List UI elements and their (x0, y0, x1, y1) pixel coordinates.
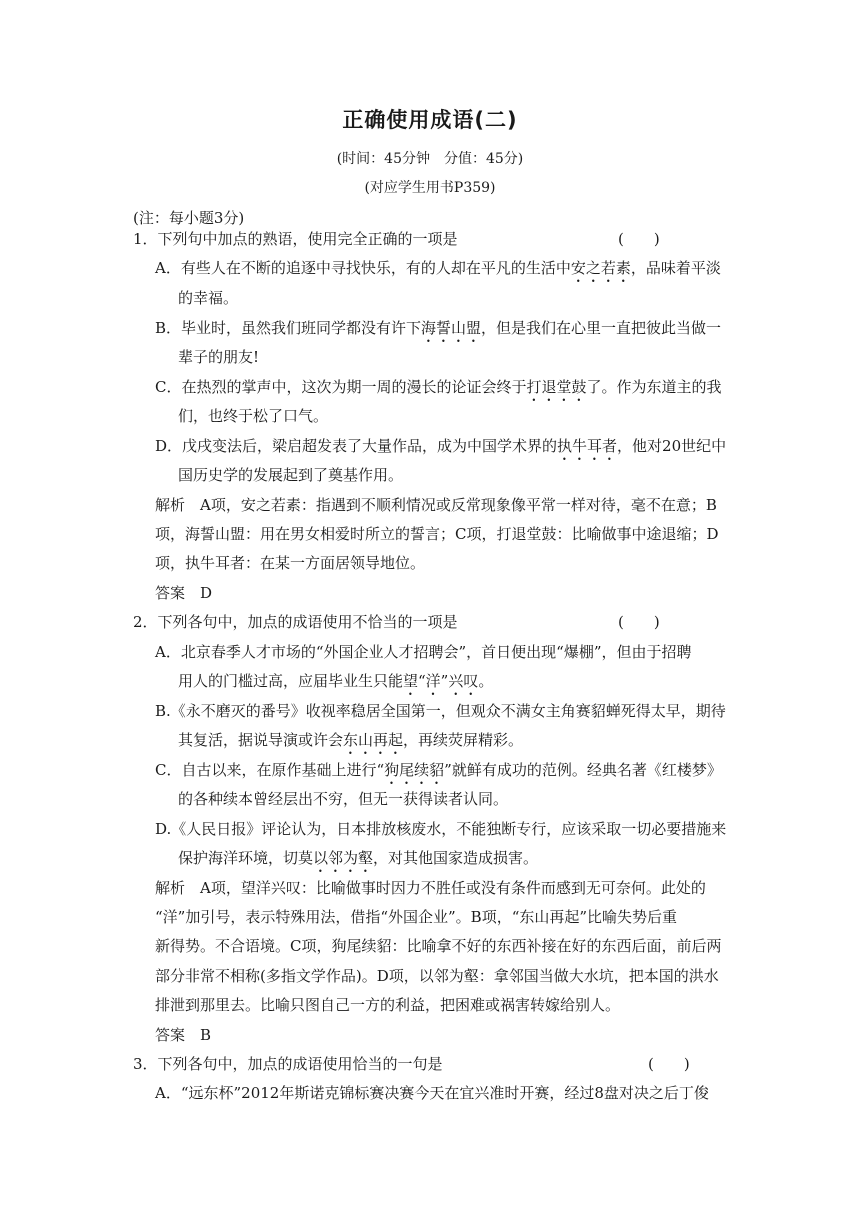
q2-option-c-text-end: ”就鲜有成功的范例。经典名著《红楼梦》 (444, 761, 722, 779)
q2-option-a-text: 用人的门槛过高，应届毕业生只能 (178, 672, 404, 690)
q2-option-b-idiom: 东山再起 (343, 731, 404, 749)
q2-option-c-continued: 的各种续本曾经层出不穷，但无一获得读者认同。 (178, 790, 509, 808)
q2-answer: 答案 B (155, 1026, 212, 1044)
q2-analysis-line-3: 新得势。不合语境。C项，狗尾续貂：比喻拿不好的东西补接在好的东西后面，前后两 (155, 937, 722, 955)
q1-option-a-text: A．有些人在不断的追逐中寻找快乐，有的人却在平凡的生活中 (155, 259, 571, 277)
q1-option-b (155, 318, 721, 346)
q2-analysis-line-1: 解析 A项，望洋兴叹：比喻做事时因力不胜任或没有条件而感到无可奈何。此处的 (155, 879, 706, 897)
score-note: (注：每小题3分) (133, 209, 245, 227)
q2-option-a-idiom: 望“洋”兴叹 (403, 672, 479, 690)
q1-option-d-idiom: 执牛耳者 (557, 437, 618, 455)
q1-option-c-idiom: 打退堂鼓 (526, 378, 587, 396)
q2-option-a: A．北京春季人才市场的“外国企业人才招聘会”，首日便出现“爆棚”，但由于招聘 (155, 643, 692, 661)
question-3-stem: 3．下列各句中，加点的成语使用恰当的一句是 (133, 1055, 443, 1073)
q1-analysis-line-2: 项，海誓山盟：用在男女相爱时所立的誓言；C项，打退堂鼓：比喻做事中途退缩；D (155, 525, 719, 543)
q2-option-a-continued (178, 671, 493, 699)
q1-option-c-text-end: 了。作为东道主的我 (586, 378, 722, 396)
q2-option-b-continued (178, 730, 523, 758)
q2-option-b-text-end: ，再续荧屏精彩。 (403, 731, 524, 749)
q1-answer: 答案 D (155, 584, 213, 602)
q2-option-d: D.《人民日报》评论认为，日本排放核废水，不能独断专行，应该采取一切必要措施来 (155, 820, 727, 838)
q2-analysis-line-4: 部分非常不相称(多指文学作品)。D项，以邻为壑：拿邻国当做大水坑，把本国的洪水 (155, 967, 719, 985)
q2-option-d-idiom: 以邻为壑 (313, 849, 374, 867)
q2-option-d-continued (178, 848, 538, 876)
q1-option-a (155, 258, 721, 286)
q1-option-d (155, 436, 726, 464)
question-3-answer-blank: ( ) (648, 1055, 690, 1073)
q1-option-c-continued: 们，也终于松了口气。 (178, 407, 329, 425)
q2-option-c (155, 760, 722, 788)
q1-option-a-continued: 的幸福。 (178, 289, 239, 307)
q1-option-c (155, 377, 722, 405)
q1-option-b-text-end: ，但是我们在心里一直把彼此当做一 (481, 319, 722, 337)
question-1-answer-blank: ( ) (618, 230, 660, 248)
q2-option-b: B.《永不磨灭的番号》收视率稳居全国第一，但观众不满女主角赛貂蝉死得太早，期待 (155, 702, 726, 720)
q1-option-a-idiom: 安之若素 (570, 259, 631, 277)
q1-analysis-line-1: 解析 A项，安之若素：指遇到不顺利情况或反常现象像平常一样对待，毫不在意；B (155, 496, 717, 514)
q2-analysis-line-5: 排泄到那里去。比喻只图自己一方的利益，把困难或祸害转嫁给别人。 (155, 996, 621, 1014)
q2-analysis-line-2: “洋”加引号，表示特殊用法，借指“外国企业”。B项，“东山再起”比喻失势后重 (155, 908, 678, 926)
q2-option-d-text: 保护海洋环境，切莫 (178, 849, 314, 867)
book-reference: (对应学生用书P359) (364, 180, 496, 196)
q2-option-c-text: C．自古以来，在原作基础上进行“ (155, 761, 385, 779)
question-1-stem: 1．下列句中加点的熟语，使用完全正确的一项是 (133, 230, 458, 248)
question-2-stem: 2．下列各句中，加点的成语使用不恰当的一项是 (133, 613, 458, 631)
q1-option-d-continued: 国历史学的发展起到了奠基作用。 (178, 466, 404, 484)
q2-option-d-text-end: ，对其他国家造成损害。 (373, 849, 539, 867)
q3-option-a: A．“远东杯”2012年斯诺克锦标赛决赛今天在宜兴准时开赛，经过8盘对决之后丁俊 (155, 1084, 709, 1102)
q2-option-b-text: 其复活，据说导演或许会 (178, 731, 344, 749)
q1-option-b-continued: 辈子的朋友! (178, 348, 260, 366)
q1-option-b-text: B．毕业时，虽然我们班同学都没有许下 (155, 319, 422, 337)
question-2-answer-blank: ( ) (618, 613, 660, 631)
time-score-line: (时间：45分钟 分值：45分) (336, 151, 524, 167)
q1-option-c-text: C．在热烈的掌声中，这次为期一周的漫长的论证会终于 (155, 378, 527, 396)
page-title: 正确使用成语(二) (342, 108, 518, 132)
q1-option-b-idiom: 海誓山盟 (421, 319, 482, 337)
q1-option-d-text-end: ，他对20世纪中 (617, 437, 727, 455)
q1-option-d-text: D．戊戌变法后，梁启超发表了大量作品，成为中国学术界的 (155, 437, 558, 455)
q1-option-a-text-end: ，品味着平淡 (630, 259, 721, 277)
q2-option-c-idiom: 狗尾续貂 (384, 761, 445, 779)
q1-analysis-line-3: 项，执牛耳者：在某一方面居领导地位。 (155, 554, 426, 572)
q2-option-a-text-end: 。 (478, 672, 494, 690)
